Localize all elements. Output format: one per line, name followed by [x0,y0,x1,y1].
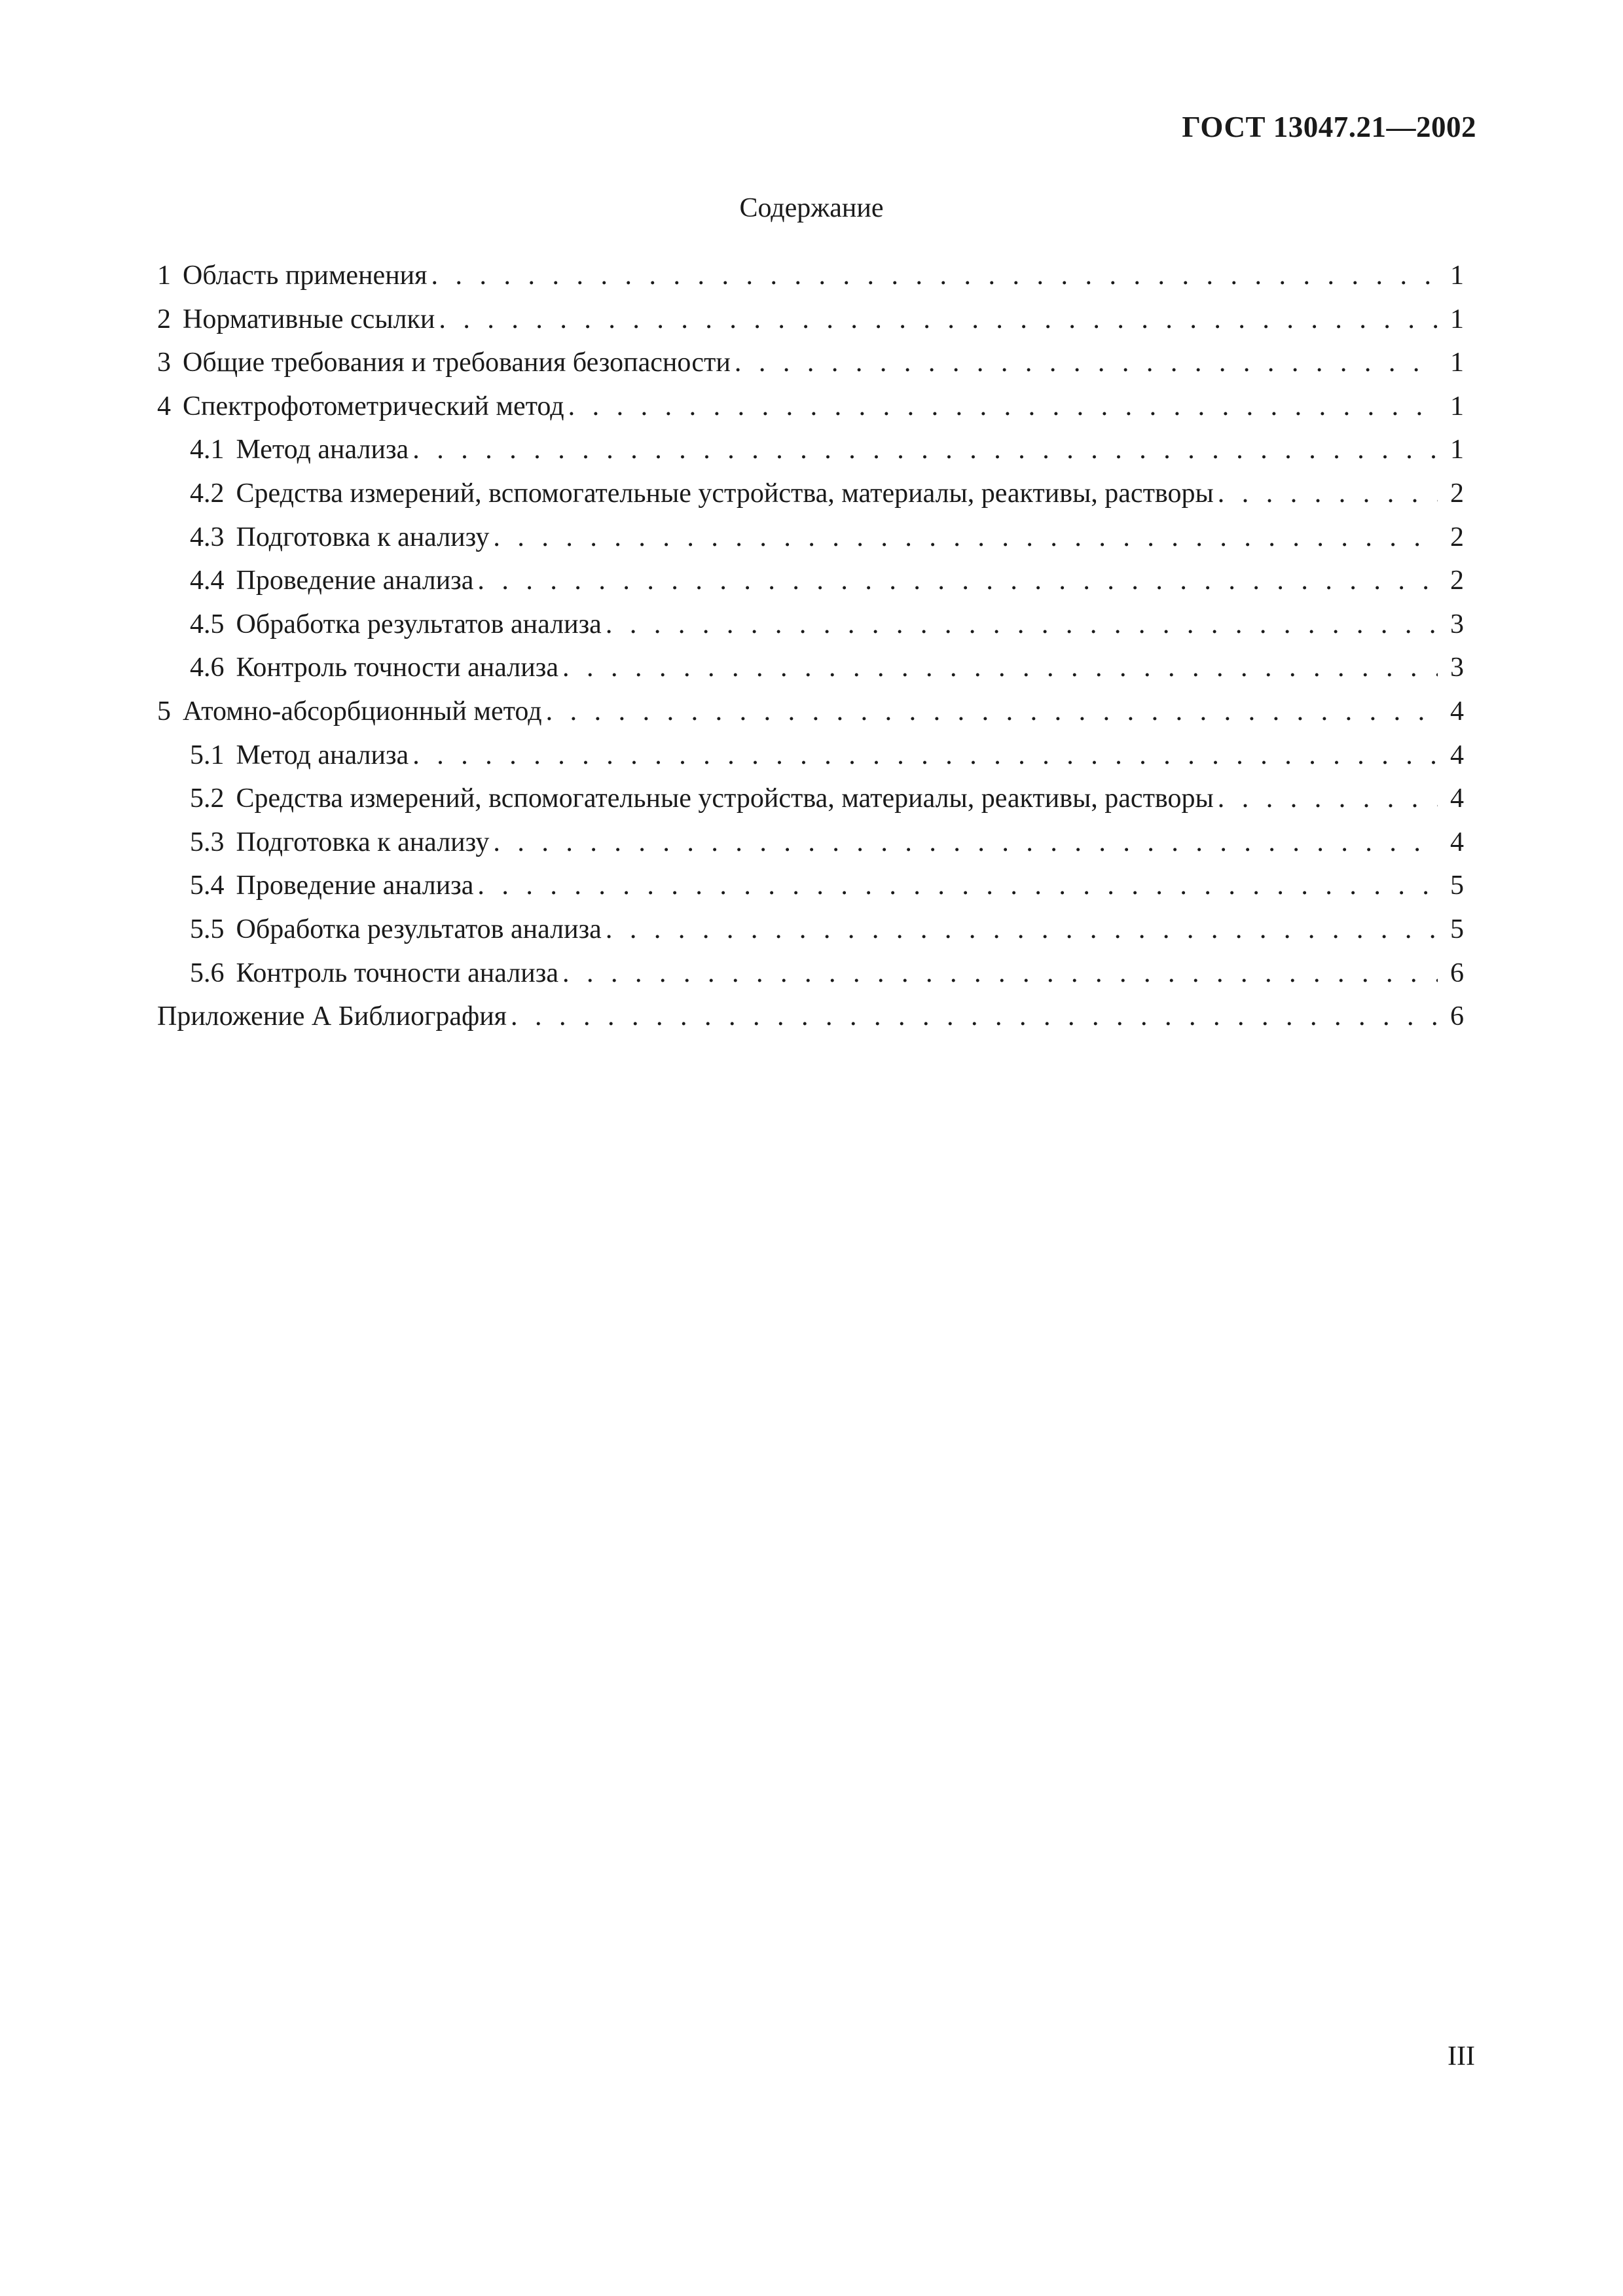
toc-entry-page: 2 [1450,565,1464,596]
toc-subentry[interactable] [157,603,1464,647]
toc-entry-title: Приложение А Библиография [157,1001,507,1032]
toc-subentry[interactable] [157,428,1464,472]
toc-entry-title: Спектрофотометрический метод [183,391,564,422]
toc-entry-number: 5.4 [190,870,225,901]
toc-entry-title: Атомно-абсорбционный метод [183,696,542,726]
toc-entry-number: 4 [157,391,171,422]
toc-subentry[interactable] [157,777,1464,821]
toc-entry-page: 1 [1450,348,1464,378]
toc-entry-number: 5.6 [190,958,225,988]
toc-dot-leader [439,298,1438,342]
toc-entry-page: 1 [1450,391,1464,422]
toc-entry-number: 5.1 [190,740,225,770]
toc-entry-number: 4.5 [190,609,225,639]
toc-entry-title: Подготовка к анализу [236,522,490,552]
toc-title: Содержание [739,193,884,223]
toc-dot-leader [493,516,1438,560]
toc-entry-title: Подготовка к анализу [236,827,490,857]
toc-dot-leader [412,734,1438,778]
toc-entry-page: 5 [1450,914,1464,944]
toc-entry-title: Обработка результатов анализа [236,914,602,944]
toc-entry-title: Средства измерений, вспомогательные устройства, материалы, реактивы, растворы [236,478,1214,509]
toc-subentry[interactable] [157,864,1464,908]
toc-dot-leader [606,908,1438,952]
toc-subentry[interactable] [157,472,1464,516]
toc-dot-leader [1218,472,1438,516]
toc-dot-leader [493,821,1438,865]
toc-entry[interactable] [157,690,1464,734]
toc-subentry[interactable] [157,559,1464,603]
toc-entry-page: 4 [1450,696,1464,726]
toc-entry[interactable] [157,385,1464,429]
toc-dot-leader [735,341,1438,385]
toc-subentry[interactable] [157,952,1464,996]
toc-entry-number: 5.2 [190,783,225,814]
page-number: III [1448,2041,1475,2072]
toc-entry-number: 4.4 [190,565,225,596]
toc-entry-title: Метод анализа [236,740,409,770]
document-code: ГОСТ 13047.21—2002 [1182,111,1476,143]
toc-subentry[interactable] [157,646,1464,690]
toc-entry-page: 3 [1450,653,1464,683]
toc-entry-title: Общие требования и требования безопасности [183,348,731,378]
toc-subentry[interactable] [157,734,1464,778]
table-of-contents [157,254,1464,1039]
toc-entry-title: Обработка результатов анализа [236,609,602,639]
toc-entry-title: Проведение анализа [236,565,474,596]
toc-dot-leader [412,428,1438,472]
toc-entry-page: 6 [1450,958,1464,988]
toc-dot-leader [477,559,1438,603]
toc-entry-title: Нормативные ссылки [183,304,435,334]
toc-entry-number: 5 [157,696,171,726]
toc-dot-leader [562,646,1438,690]
toc-entry-number: 1 [157,260,171,291]
toc-entry-page: 4 [1450,827,1464,857]
toc-entry[interactable] [157,254,1464,298]
toc-entry-number: 4.1 [190,435,225,465]
toc-dot-leader [562,952,1438,996]
toc-entry-page: 2 [1450,522,1464,552]
toc-entry-page: 2 [1450,478,1464,509]
toc-entry-title: Средства измерений, вспомогательные устройства, материалы, реактивы, растворы [236,783,1214,814]
toc-entry-page: 3 [1450,609,1464,639]
toc-entry-number: 5.5 [190,914,225,944]
toc-subentry[interactable] [157,516,1464,560]
toc-entry-page: 4 [1450,740,1464,770]
toc-entry-page: 5 [1450,870,1464,901]
toc-entry-page: 1 [1450,260,1464,291]
toc-entry-appendix[interactable] [157,995,1464,1039]
toc-entry-page: 1 [1450,304,1464,334]
toc-entry-number: 4.3 [190,522,225,552]
toc-entry-title: Контроль точности анализа [236,653,558,683]
toc-dot-leader [568,385,1438,429]
toc-entry-number: 4.6 [190,653,225,683]
toc-entry-number: 3 [157,348,171,378]
toc-entry-title: Контроль точности анализа [236,958,558,988]
toc-entry-number: 4.2 [190,478,225,509]
toc-entry[interactable] [157,298,1464,342]
toc-entry-number: 2 [157,304,171,334]
toc-entry-number: 5.3 [190,827,225,857]
toc-dot-leader [477,864,1438,908]
toc-entry-page: 6 [1450,1001,1464,1032]
toc-dot-leader [431,254,1438,298]
toc-entry-title: Метод анализа [236,435,409,465]
toc-subentry[interactable] [157,908,1464,952]
toc-entry-page: 1 [1450,435,1464,465]
toc-dot-leader [1218,777,1438,821]
toc-subentry[interactable] [157,821,1464,865]
toc-dot-leader [606,603,1438,647]
toc-dot-leader [511,995,1438,1039]
toc-entry[interactable] [157,341,1464,385]
toc-dot-leader [546,690,1438,734]
toc-entry-page: 4 [1450,783,1464,814]
toc-entry-title: Область применения [183,260,428,291]
toc-entry-title: Проведение анализа [236,870,474,901]
